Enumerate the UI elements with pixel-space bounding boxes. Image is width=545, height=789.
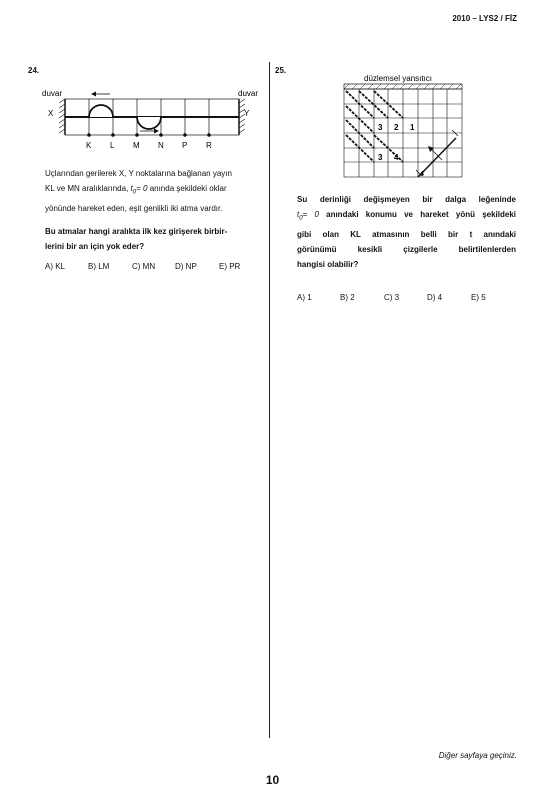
label-4: 4 [394, 153, 399, 162]
q25-stem [297, 192, 516, 272]
label-4b: 4 [420, 171, 424, 178]
q24-option-e[interactable]: E) PR [219, 262, 241, 271]
q25-ripple-tank-figure [340, 72, 466, 180]
q24-option-c[interactable]: C) MN [132, 262, 156, 271]
footer-next-page: Diğer sayfaya geçiniz. [438, 751, 517, 760]
pulse-mn [137, 117, 161, 129]
pulse-kl [89, 105, 113, 117]
q24-option-a[interactable]: A) KL [45, 262, 66, 271]
arrow-left-icon [91, 92, 110, 97]
page-number: 10 [265, 773, 280, 787]
point-l: L [110, 141, 115, 150]
q24-line3: yönünde hareket eden, eşit genlikli iki atma vardır. [45, 203, 223, 213]
column-divider [269, 62, 270, 738]
label-3a: 3 [378, 123, 383, 132]
wall-right-label: duvar [238, 89, 259, 98]
wall-left-label: duvar [42, 89, 63, 98]
q25-grid [344, 89, 462, 177]
q24-option-d[interactable]: D) NP [175, 262, 197, 271]
q24-line1: Uçlarından gerilerek X, Y noktalarına bağlanan yayın [45, 169, 232, 178]
q24-options [45, 262, 265, 274]
q25-line2: $t_0= 0$ anındaki konumu ve hareket yönü şekildeki [297, 210, 516, 222]
label-1: 1 [410, 123, 415, 132]
end-x-label: X [48, 109, 54, 118]
q25-option-b[interactable]: B) 2 [340, 293, 355, 302]
point-m: M [133, 141, 140, 150]
reflector-label: düzlemsel yansıtıcı [364, 74, 433, 83]
end-y-label: Y [244, 109, 250, 118]
label-2: 2 [394, 123, 399, 132]
q25-line3: gibi olan KL atmasının belli bir t anındaki [297, 229, 516, 239]
q25-line1: Su derinliği değişmeyen bir dalga leğeninde [297, 195, 516, 204]
q25-line4: görünümü kesikli çizgilerle belirtilenlerden [297, 244, 516, 254]
point-p: P [182, 141, 188, 150]
page-header: 2010 – LYS2 / FİZ [452, 14, 517, 23]
q24-t0: $t_0= 0$ [130, 184, 148, 196]
q24-option-b[interactable]: B) LM [88, 262, 110, 271]
point-n: N [158, 141, 164, 150]
q24-line2: KL ve MN aralıklarında, $t_0= 0$ anında şekildeki oklar [45, 184, 227, 196]
q25-line5: hangisi olabilir? [297, 259, 359, 269]
point-k: K [86, 141, 92, 150]
point-r: R [206, 141, 212, 150]
q25-options [297, 293, 517, 305]
q25-option-e[interactable]: E) 5 [471, 293, 486, 302]
q24-question: Bu atmalar hangi aralıkta ilk kez girişerek birbir- lerini bir an için yok eder? [45, 227, 228, 251]
q24-stem [45, 166, 263, 216]
q25-option-a[interactable]: A) 1 [297, 293, 312, 302]
left-wall [59, 99, 65, 135]
label-3b: 3 [378, 153, 383, 162]
q24-spring-figure [38, 86, 268, 154]
q25-option-c[interactable]: C) 3 [384, 293, 400, 302]
reflector [344, 84, 462, 89]
q25-t0: $t_0= 0$ [297, 210, 319, 222]
question-25-number: 25. [275, 66, 287, 75]
q25-option-d[interactable]: D) 4 [427, 293, 443, 302]
question-24-number: 24. [28, 66, 40, 75]
